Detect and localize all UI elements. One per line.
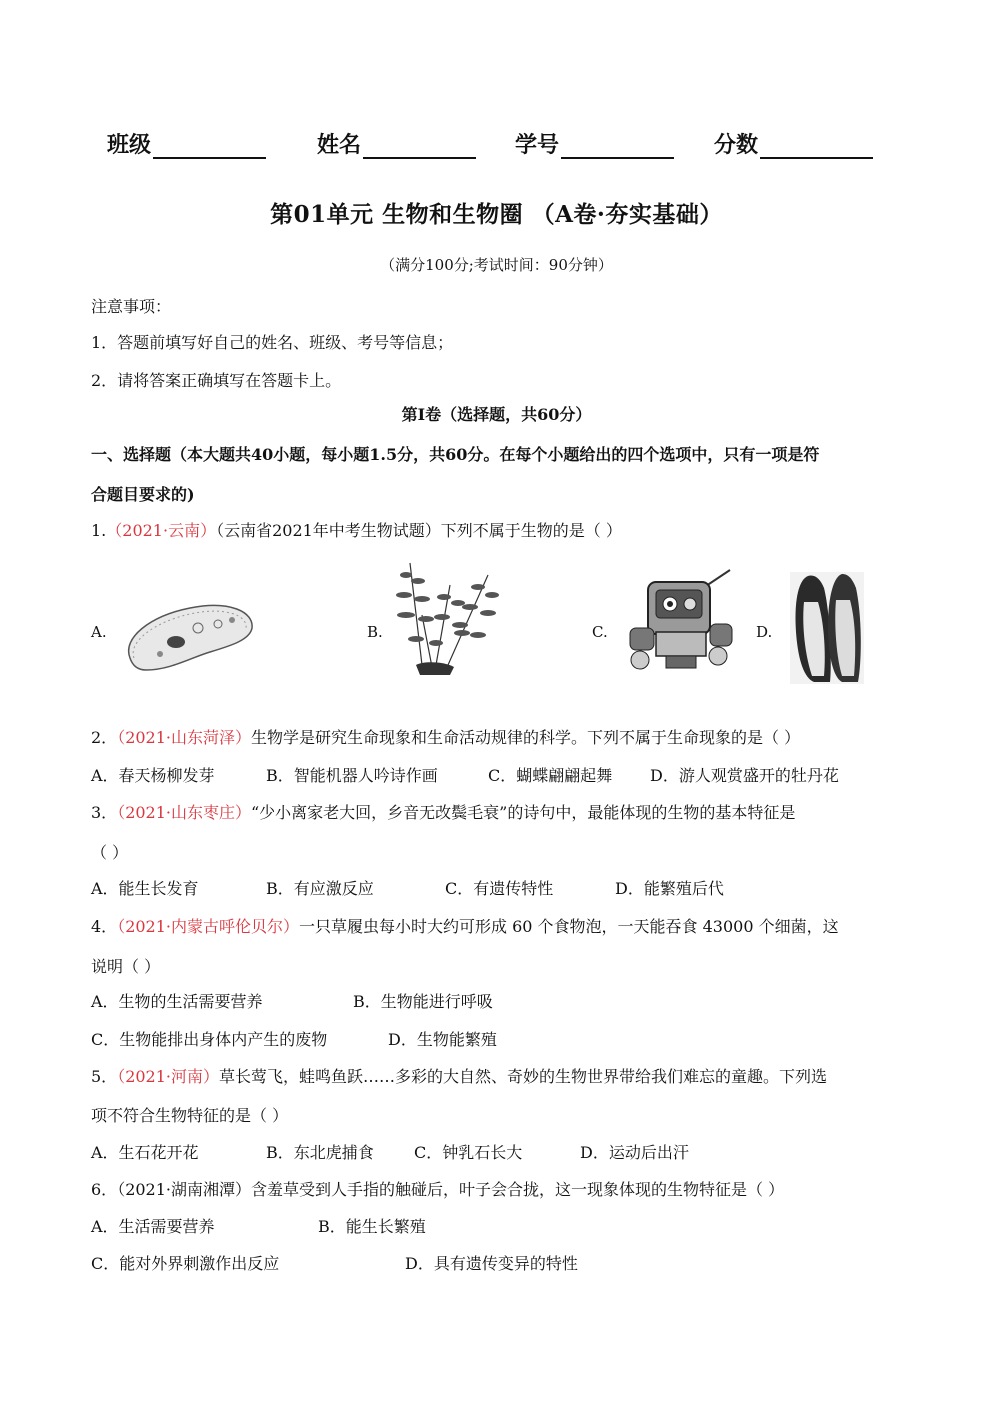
option-a[interactable]: A．能生长发育: [91, 879, 199, 898]
question-source: （2021·山东菏泽）: [117, 728, 251, 747]
option-d[interactable]: D．游人观赏盛开的牡丹花: [650, 766, 839, 785]
question-source: （2021·山东枣庄）: [117, 803, 251, 822]
option-c[interactable]: C.: [592, 623, 608, 641]
exam-info: （满分100分;考试时间：90分钟）: [380, 256, 613, 274]
question-3: [91, 800, 795, 823]
question-number: 5．: [91, 1067, 118, 1086]
option-d[interactable]: D．生物能繁殖: [388, 1030, 497, 1049]
option-b[interactable]: B．生物能进行呼吸: [353, 992, 493, 1011]
name-field[interactable]: [317, 128, 476, 159]
question-4-continuation: 说明（ ）: [91, 957, 161, 976]
name-label: 姓名: [317, 132, 362, 158]
question-source: （2021·湖南湘潭）: [117, 1180, 251, 1199]
question-2: [91, 725, 800, 748]
option-b[interactable]: B.: [367, 623, 383, 641]
score-field[interactable]: [714, 128, 873, 159]
section-heading: 第Ⅰ卷（选择题，共60分）: [401, 405, 592, 424]
part-heading-line2: 合题目要求的): [91, 485, 195, 504]
option-b[interactable]: B．能生长繁殖: [318, 1217, 426, 1236]
name-blank[interactable]: [363, 131, 476, 159]
option-c[interactable]: C．钟乳石长大: [414, 1143, 523, 1162]
student-id-label: 学号: [515, 132, 560, 158]
option-d[interactable]: D.: [756, 623, 773, 641]
option-b[interactable]: B．东北虎捕食: [266, 1143, 374, 1162]
question-number: 3．: [91, 803, 118, 822]
option-b[interactable]: B．有应激反应: [266, 879, 374, 898]
option-d[interactable]: D．运动后出汗: [580, 1143, 689, 1162]
question-1: [91, 518, 622, 541]
question-text: 草长莺飞，蛙鸣鱼跃……多彩的大自然、奇妙的生物世界带给我们难忘的童趣。下列选: [219, 1067, 828, 1086]
student-info-header: [0, 128, 993, 168]
part-heading-line1: 一、选择题（本大题共40小题，每小题1.5分，共60分。在每个小题给出的四个选项中，只有一项是符: [91, 445, 820, 464]
question-text: 含羞草受到人手指的触碰后，叶子会合拢，这一现象体现的生物特征是（ ）: [251, 1180, 785, 1199]
question-number: 4．: [91, 917, 118, 936]
option-c[interactable]: C．有遗传特性: [445, 879, 554, 898]
notes-heading: 注意事项：: [91, 297, 172, 316]
question-4: [91, 914, 839, 937]
question-number: 1.: [91, 521, 107, 540]
question-3-continuation: （ ）: [91, 843, 129, 862]
question-text: （云南省2021年中考生物试题）下列不属于生物的是（ ）: [216, 521, 622, 540]
option-b[interactable]: B．智能机器人吟诗作画: [266, 766, 438, 785]
option-d[interactable]: D．能繁殖后代: [615, 879, 724, 898]
student-id-blank[interactable]: [561, 131, 674, 159]
score-label: 分数: [714, 132, 759, 158]
option-d[interactable]: D．具有遗传变异的特性: [405, 1254, 578, 1273]
option-a[interactable]: A．生活需要营养: [91, 1217, 215, 1236]
question-number: 6．: [91, 1180, 118, 1199]
class-label: 班级: [107, 132, 152, 158]
penguin-image: [790, 572, 864, 684]
score-blank[interactable]: [760, 131, 873, 159]
question-text: 一只草履虫每小时大约可形成 60 个食物泡，一天能吞食 43000 个细菌，这: [299, 917, 839, 936]
fern-image: [392, 555, 510, 677]
question-source: （2021·云南）: [106, 521, 217, 540]
question-source: （2021·河南）: [117, 1067, 219, 1086]
question-number: 2．: [91, 728, 118, 747]
option-c[interactable]: C．生物能排出身体内产生的废物: [91, 1030, 328, 1049]
class-blank[interactable]: [153, 131, 266, 159]
question-5-continuation: 项不符合生物特征的是（ ）: [91, 1106, 289, 1125]
option-c[interactable]: C．蝴蝶翩翩起舞: [488, 766, 613, 785]
paramecium-image: [120, 598, 258, 676]
class-field[interactable]: [107, 128, 266, 159]
page-title: 第01单元 生物和生物圈 （A卷·夯实基础）: [270, 201, 723, 228]
note-item: 2．请将答案正确填写在答题卡上。: [91, 371, 342, 390]
question-source: （2021·内蒙古呼伦贝尔）: [117, 917, 299, 936]
option-a[interactable]: A．生物的生活需要营养: [91, 992, 263, 1011]
student-id-field[interactable]: [515, 128, 674, 159]
question-text: “少小离家老大回，乡音无改鬓毛衰”的诗句中，最能体现的生物的基本特征是: [251, 803, 796, 822]
option-a[interactable]: A.: [91, 623, 107, 641]
option-a[interactable]: A．生石花开花: [91, 1143, 199, 1162]
option-a[interactable]: A．春天杨柳发芽: [91, 766, 215, 785]
note-item: 1．答题前填写好自己的姓名、班级、考号等信息；: [91, 333, 454, 352]
question-text: 生物学是研究生命现象和生命活动规律的科学。下列不属于生命现象的是（ ）: [251, 728, 801, 747]
question-5: [91, 1064, 827, 1087]
robot-image: [626, 564, 738, 674]
question-6: [91, 1177, 784, 1200]
option-c[interactable]: C．能对外界刺激作出反应: [91, 1254, 280, 1273]
